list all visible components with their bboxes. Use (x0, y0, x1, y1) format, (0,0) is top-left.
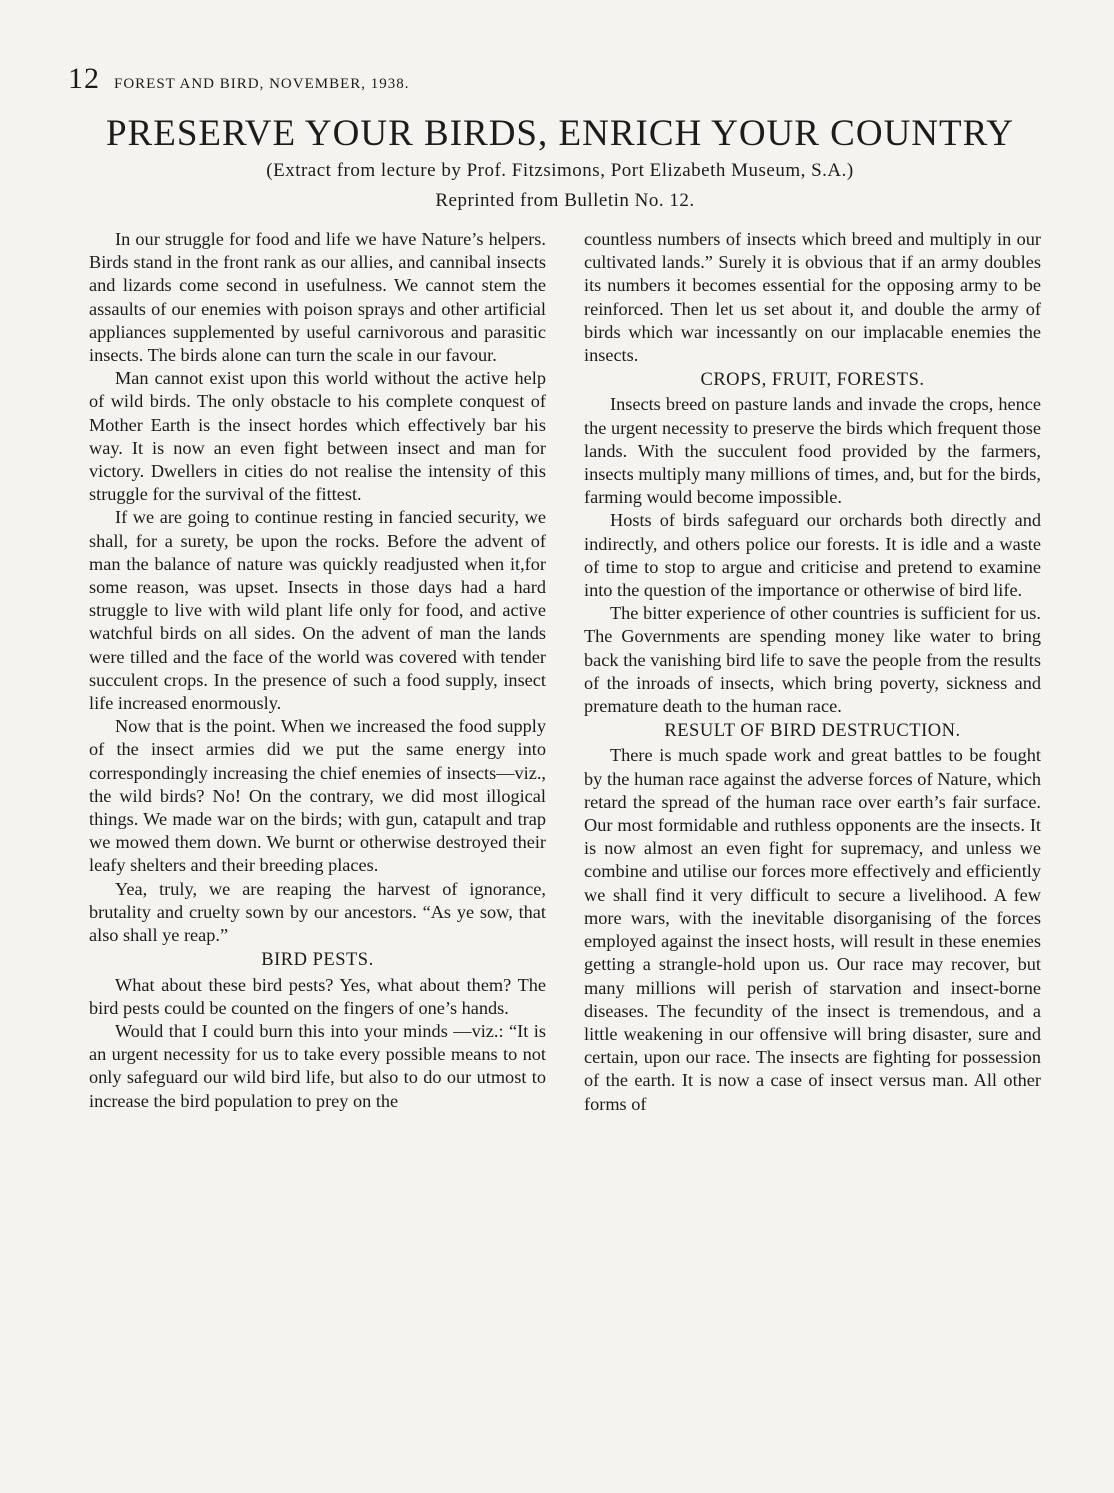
paragraph: If we are going to continue resting in fancied security, we shall, for a surety, be upon the rocks. Before the advent of man the balance of nature was quickly readjusted when it,for some reason, was upset. Insects in those days had a hard struggle to live with wild plant life only for food, and active watchful birds on all sides. On the advent of man the lands were tilled and the face of the world was covered with tender succulent crops. In the presence of such a food supply, insect life increased enormously. (89, 507, 546, 714)
paragraph: Insects breed on pasture lands and invade the crops, hence the urgent necessity to preserve the birds which frequent those lands. With the succulent food provided by the farmers, insects multiply many millions of times, and, but for the birds, farming would become impossible. (584, 394, 1041, 508)
paragraph: There is much spade work and great battles to be fought by the human race against the adverse forces of Nature, which retard the spread of the human race over earth’s fair surface. Our most formidable and ruthless opponents are the insects. It is now almost an even fight for supremacy, and unless we combine and utilise our forces more effectively and efficiently we shall find it very difficult to secure a livelihood. A few more wars, with the inevitable disorganising of the forces employed against the insect hosts, will result in these enemies getting a strangle-hold upon us. Our race may recover, but many millions will perish of starvation and insect-borne diseases. The fecundity of the insect is tremendous, and a little weakening in our offensive will bring disaster, sure and certain, upon our race. The insects are fighting for possession of the earth. It is now a case of insect versus man. All other forms of (584, 745, 1041, 1114)
paragraph: Hosts of birds safeguard our orchards both directly and indirectly, and others police our forests. It is idle and a waste of time to stop to argue and criticise and pretend to examine into the question of the importance or otherwise of bird life. (584, 510, 1041, 601)
reprint-note: Reprinted from Bulletin No. 12. (435, 190, 695, 211)
paragraph-continued: countless numbers of insects which breed and multiply in our cultivated lands.” Surely it is obvious that if an army doubles its numbers it becomes essential for the opposing army to be reinforced. Then let us set about it, and double the army of birds which war incessantly on our implacable enemies the insects. (584, 229, 1041, 366)
paragraph: Would that I could burn this into your minds —viz.: “It is an urgent necessity for us to take every possible means to not only safeguard our wild bird life, but also to do our utmost to increase the bird population to prey on the (89, 1020, 546, 1111)
section-heading-crops-fruit-forests: CROPS, FRUIT, FORESTS. (700, 370, 925, 391)
journal-issue-line: FOREST AND BIRD, NOVEMBER, 1938. (114, 76, 410, 92)
paragraph: What about these bird pests? Yes, what about them? The bird pests could be counted on the fingers of one’s hands. (89, 974, 546, 1018)
section-heading-bird-pests: BIRD PESTS. (261, 950, 374, 971)
running-head (68, 62, 410, 96)
paragraph: Now that is the point. When we increased the food supply of the insect armies did we put the same energy into correspondingly increasing the chief enemies of insects—viz., the wild birds? No! On the contrary, we did most illogical things. We made war on the birds; with gun, catapult and trap we mowed them down. We burnt or otherwise destroyed their leafy shelters and their breeding places. (89, 716, 546, 876)
right-column (584, 228, 1041, 1388)
left-column (89, 228, 546, 1388)
paragraph: The bitter experience of other countries is sufficient for us. The Governments are spending money like water to bring back the vanishing bird life to save the people from the results of the inroads of insects, which bring poverty, sickness and premature death to the human race. (584, 603, 1041, 717)
section-heading-result-of-bird-destruction: RESULT OF BIRD DESTRUCTION. (664, 721, 961, 742)
page-number: 12 (68, 62, 100, 95)
paragraph: Man cannot exist upon this world without the active help of wild birds. The only obstacle to his complete conquest of Mother Earth is the insect hordes which effectively bar his way. It is now an even fight between insect and man for victory. Dwellers in cities do not realise the intensity of this struggle for the survival of the fittest. (89, 368, 546, 505)
article-subtitle: (Extract from lecture by Prof. Fitzsimons, Port Elizabeth Museum, S.A.) (266, 160, 854, 181)
article-title: PRESERVE YOUR BIRDS, ENRICH YOUR COUNTRY (105, 113, 1014, 154)
paragraph: Yea, truly, we are reaping the harvest of ignorance, brutality and cruelty sown by our ancestors. “As ye sow, that also shall ye reap.” (89, 878, 546, 946)
paragraph: In our struggle for food and life we have Nature’s helpers. Birds stand in the front rank as our allies, and cannibal insects and lizards come second in usefulness. We cannot stem the assaults of our enemies with poison sprays and other artificial appliances supplemented by useful carnivorous and parasitic insects. The birds alone can turn the scale in our favour. (89, 229, 546, 366)
